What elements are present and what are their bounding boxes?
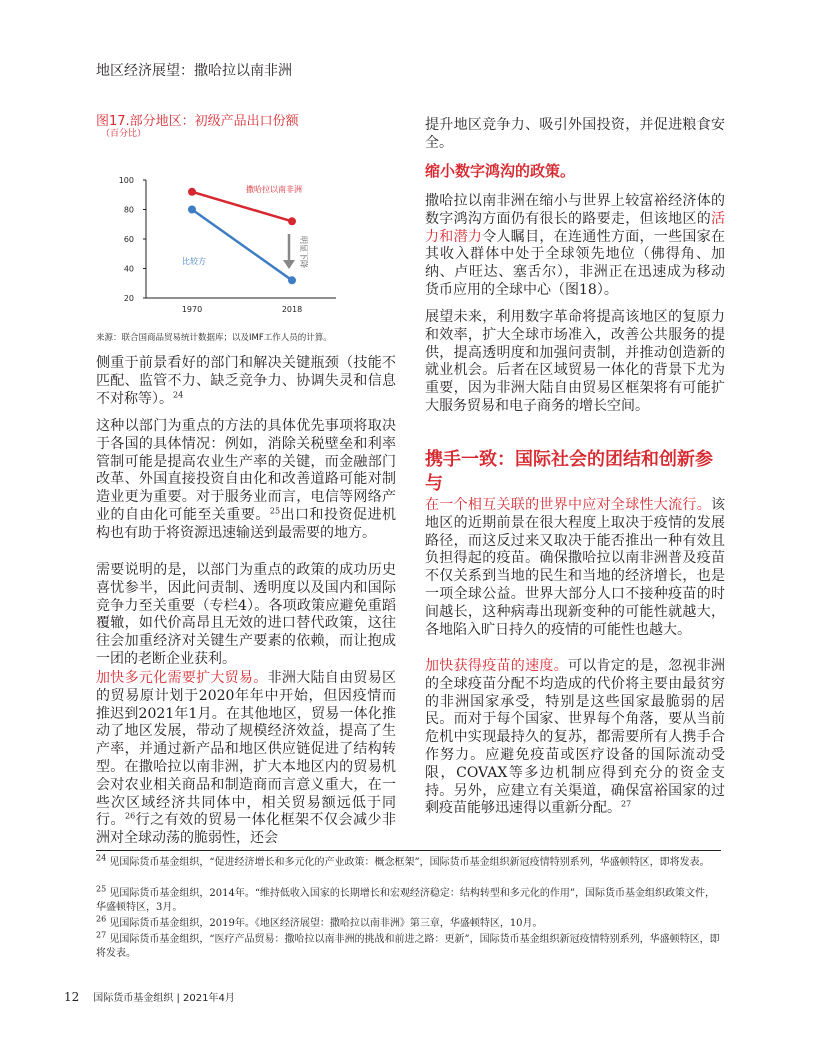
footnote-25 (96, 884, 721, 915)
footnote-number: 24 (96, 853, 107, 863)
left-p4a-text: 非洲大陆自由贸易区的贸易原计划于2020年年中开始，但因疫情而推迟到2021年1月。在其他地区，贸易一体化推动了地区发展，带动了规模经济效益，提高了生产率，并通过新产品和地区供应链促进了结构转型。在撒哈拉以南非洲，扩大本地区内的贸易机会对农业相关商品和制造商而言意义重大，在一些次区域经济共同体中，相关贸易额远低于同行。 (96, 670, 397, 829)
y-tick-label: 60 (123, 235, 134, 244)
right-p1-highlight: 活力和潜力 (425, 210, 725, 245)
right-paragraph-2: 展望未来，利用数字革命将提高该地区的复原力和效率，扩大全球市场准入，改善公共服务的提供，提高透明度和加强问责制，并推动创造新的就业机会。后者在区域贸易一体化的背景下尤为重要，因为非洲大陆自由贸易区框架将有可能扩大服务贸易和电子商务的增长空间。 (425, 309, 725, 414)
series-label-ssa: 撒哈拉以南非洲 (246, 185, 302, 194)
page-footer (64, 989, 235, 1004)
left-paragraph-3: 需要说明的是，以部门为重点的政策的成功历史喜忧参半，因此问责制、透明度以及国内和国际竞争力至关重要（专栏4）。各项政策应避免重蹈覆辙，如代价高昂且无效的进口替代政策，这往往会加重经济对关键生产要素的依赖，而让抱成一团的老断企业获利。 (96, 562, 396, 667)
x-tick-label: 1970 (181, 305, 203, 314)
y-tick-label: 40 (123, 264, 134, 274)
heading-international-solidarity: 携手一致：国际社会的团结和创新参与 (425, 449, 713, 494)
left-p4b-text: 行之有效的贸易一体化框架不仅会减少非洲对全球动荡的脆弱性，还会 (96, 812, 397, 847)
footnote-26 (96, 914, 721, 931)
footnote-number: 26 (96, 914, 107, 924)
page-number: 12 (64, 990, 80, 1004)
footnote-ref-25: 25 (269, 506, 281, 516)
left-paragraph-1 (96, 355, 396, 408)
y-tick-label: 20 (123, 294, 134, 303)
data-point-1-0 (188, 206, 196, 214)
right-p1a-text: 撒哈拉以南非洲在缩小与世界上较富裕经济体的数字鸿沟方面仍有很长的路要走，但该地区的 (425, 193, 725, 227)
series-line-0 (192, 192, 292, 222)
left-paragraph-4 (96, 670, 396, 848)
series-line-1 (192, 210, 292, 281)
decline-arrow-head (283, 260, 295, 269)
figure-title: 图17.部分地区：初级产品出口份额 (96, 114, 299, 129)
right-p4-lead: 加快获得疫苗的速度。 (425, 658, 568, 674)
data-point-1-1 (288, 276, 296, 284)
footnote-27 (96, 930, 721, 961)
right-paragraph-3 (425, 497, 725, 639)
left-p2b-text: 出口和投资促进机构也有助于将资源迅速输送到最需要的地方。 (96, 506, 397, 541)
left-p2a-text: 这种以部门为重点的方法的具体优先事项将取决于各国的具体情况：例如，消除关税壁垒和利率管制可能是提高农业生产率的关键，而金融部门改革、外国直接投资自由化和改善道路可能对制造业更为重要。对于服务业而言，电信等网络产业的自由化可能至关重要。 (96, 418, 396, 523)
footnote-ref-24: 24 (173, 389, 184, 399)
data-point-0-1 (288, 217, 296, 225)
left-p4-lead: 加快多元化需要扩大贸易。 (96, 670, 268, 686)
left-p1-text: 侧重于前景看好的部门和解决关键瓶颈（技能不匹配、监管不力、缺乏竞争力、协调失灵和信息不对称等）。 (96, 355, 396, 407)
decline-annotation: 明显下降 (299, 236, 308, 268)
right-p3-lead: 在一个相互关联的世界中应对全球性大流行。 (425, 497, 711, 513)
right-p1b-text: 令人瞩目，在连通性方面，一些国家在其收入群体中处于全球领先地位（佛得角、加纳、卢旺达、塞舌尔），非洲正在迅速成为移动货币应用的全球中心（图18）。 (425, 228, 726, 298)
footnote-number: 27 (96, 930, 107, 940)
figure-source: 来源：联合国商品贸易统计数据库；以及IMF工作人员的计算。 (96, 333, 332, 343)
y-tick-label: 100 (118, 176, 134, 185)
right-p3-text: 该地区的近期前景在很大程度上取决于疫情的发展路径，而这反过来又取决于能否推出一种有效且负担得起的疫苗。确保撒哈拉以南非洲普及疫苗不仅关系到当地的民生和当地的经济增长，也是一项全球公益。世界大部分人口不接种疫苗的时间越长，这种病毒出现新变种的可能性就越大，各地陷入旷日持久的疫情的可能性也越大。 (425, 497, 725, 638)
series-label-comparator: 比较方 (182, 257, 206, 266)
footnote-text: 见国际货币基金组织，“医疗产品贸易：撒哈拉以南非洲的挑战和前进之路：更新”，国际货币基金组织新冠疫情特别系列，华盛顿特区，即将发表。 (96, 934, 720, 959)
heading-digital-divide: 缩小数字鸿沟的政策。 (425, 162, 576, 180)
footnote-text: 见国际货币基金组织，2019年。《地区经济展望：撒哈拉以南非洲》第三章，华盛顿特区，10月。 (109, 918, 543, 929)
figure-chart (96, 170, 396, 320)
right-paragraph-1 (425, 193, 725, 300)
footnote-ref-26: 26 (124, 811, 136, 821)
footnote-24 (96, 853, 721, 870)
right-p4-text: 可以肯定的是，忽视非洲的全球疫苗分配不均造成的代价将主要由最贫穷的非洲国家承受，特别是这些国家最脆弱的居民。而对于每个国家、世界每个角落，要从当前危机中实现最持久的复苏，都需要所有人携手合作努力。应避免疫苗或医疗设备的国际流动受限，COVAX等多边机制应得到充分的资金支持。另外，应建立有关渠道，确保富裕国家的过剩疫苗能够迅速得以重新分配。 (425, 658, 725, 817)
footnote-text: 见国际货币基金组织，2014年。“维持低收入国家的长期增长和宏观经济稳定：结构转型和多元化的作用”，国际货币基金组织政策文件，华盛顿特区，3月。 (96, 888, 716, 913)
footnote-number: 25 (96, 884, 107, 894)
right-paragraph-0: 提升地区竞争力、吸引外国投资，并促进粮食安全。 (425, 117, 725, 151)
running-header: 地区经济展望：撒哈拉以南非洲 (96, 63, 292, 79)
footnote-ref-27: 27 (621, 799, 632, 809)
right-paragraph-4 (425, 658, 725, 818)
data-point-0-0 (188, 188, 196, 196)
footnote-text: 见国际货币基金组织，“促进经济增长和多元化的产业政策：概念框架”，国际货币基金组织新冠疫情特别系列，华盛顿特区，即将发表。 (109, 857, 710, 868)
figure-unit: （百分比） (101, 129, 147, 139)
footnote-divider (96, 850, 721, 851)
y-tick-label: 80 (123, 205, 134, 215)
left-paragraph-2 (96, 418, 396, 543)
publication-info: 国际货币基金组织 | 2021年4月 (93, 993, 235, 1004)
x-tick-label: 2018 (281, 305, 303, 314)
